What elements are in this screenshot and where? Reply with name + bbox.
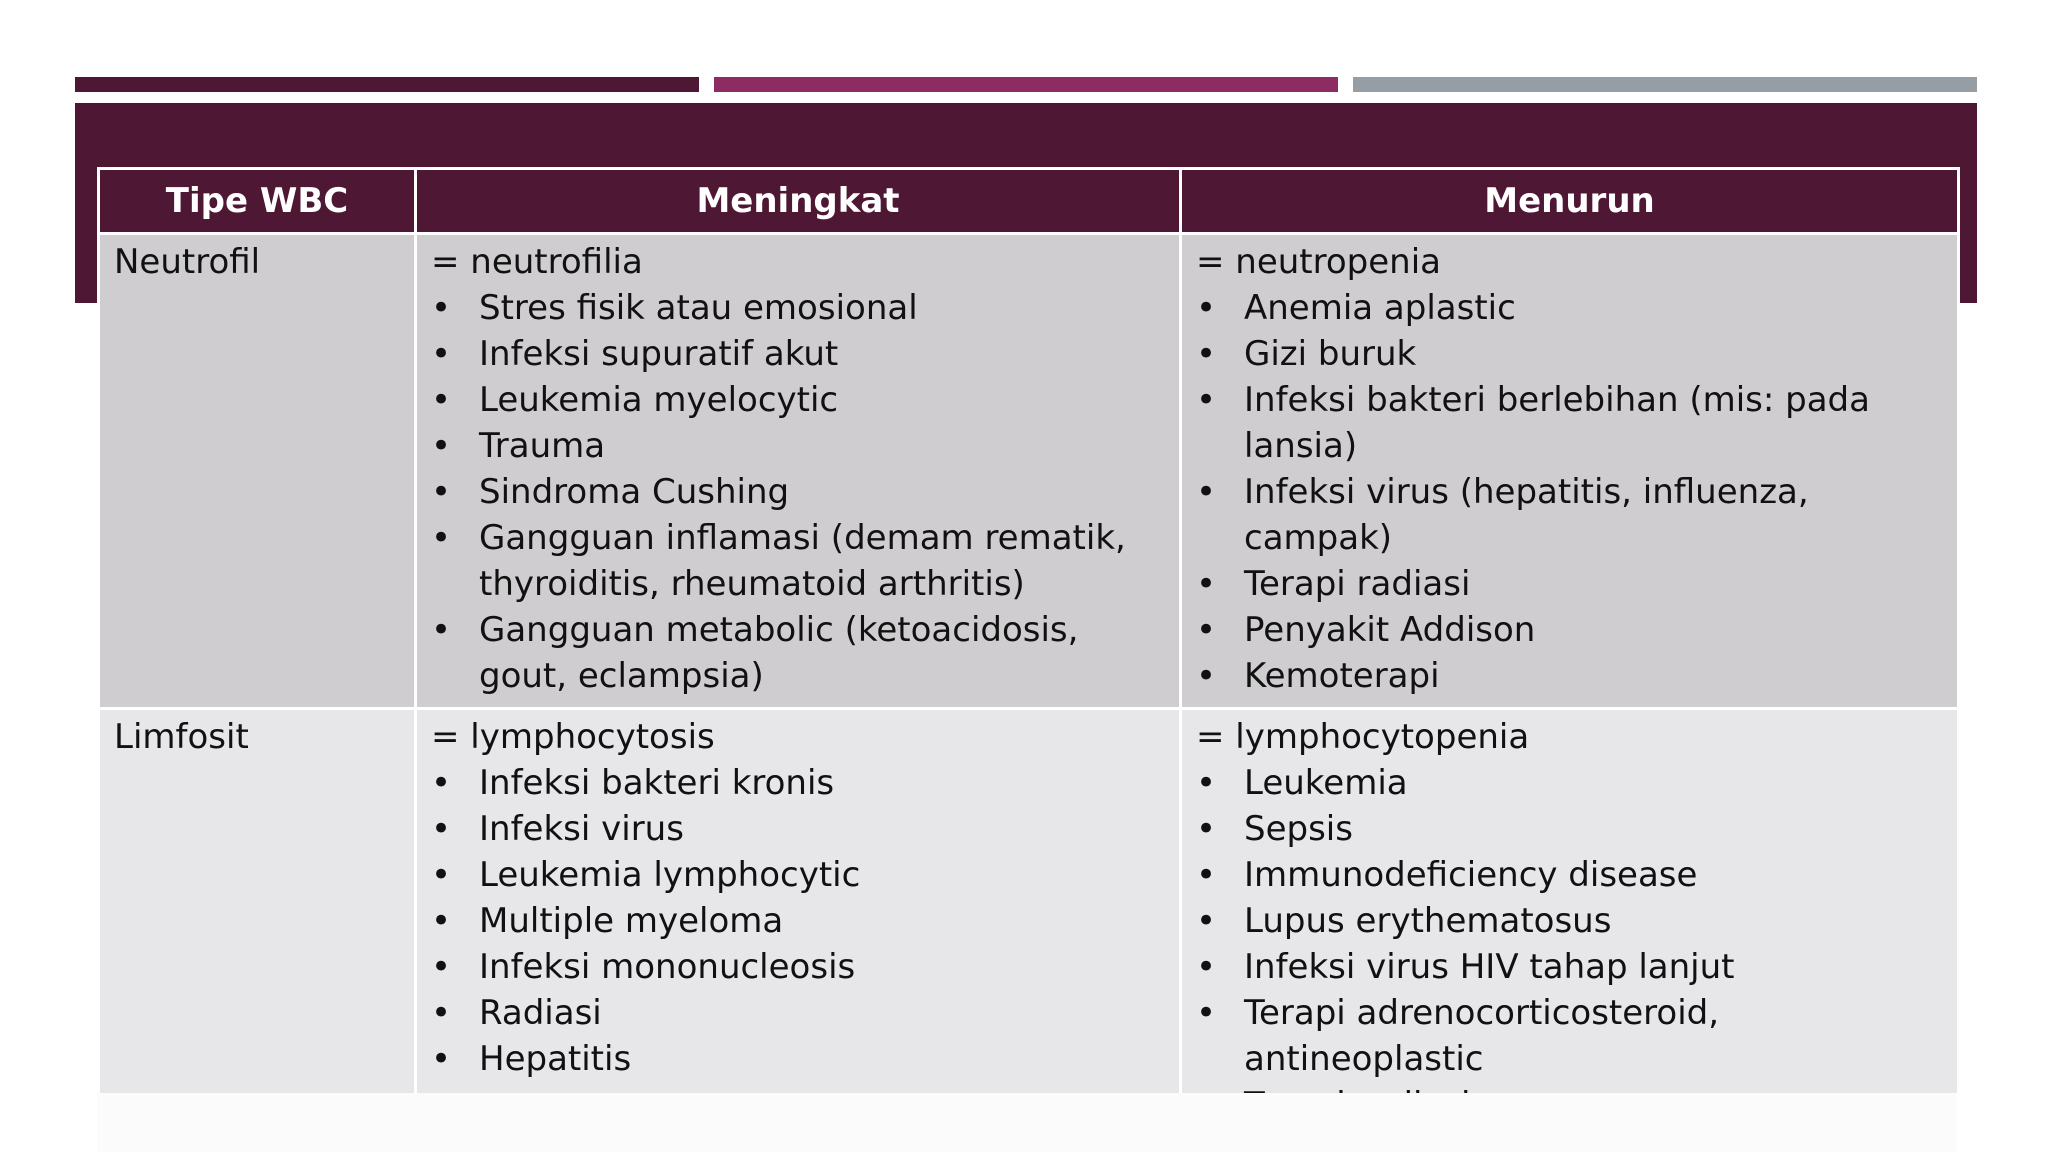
cell-increase: [416, 709, 1181, 1136]
list-item: • Infeksi bakteri kronis: [431, 760, 1165, 806]
bottom-strip: [97, 1093, 1957, 1152]
list-item: • Infeksi virus (hepatitis, influenza, campak): [1196, 469, 1943, 561]
table-header-row: [99, 169, 1959, 234]
list-item: • Hepatitis: [431, 1036, 1165, 1082]
cell-lead: = lymphocytosis: [431, 717, 715, 757]
bullet-list: [431, 760, 1165, 1082]
list-item: • Terapi radiasi: [1196, 561, 1943, 607]
list-item: • Infeksi virus: [431, 806, 1165, 852]
bullet-list: [1196, 285, 1943, 699]
list-item: • Anemia aplastic: [1196, 285, 1943, 331]
header-wbc-type: Tipe WBC: [99, 169, 416, 234]
accent-bar-dark: [75, 77, 699, 92]
list-item: • Infeksi mononucleosis: [431, 944, 1165, 990]
list-item: • Leukemia lymphocytic: [431, 852, 1165, 898]
list-item: • Lupus erythematosus: [1196, 898, 1943, 944]
list-item: • Gangguan inflamasi (demam rematik, thyroiditis, rheumatoid arthritis): [431, 515, 1165, 607]
list-item: • Leukemia: [1196, 760, 1943, 806]
cell-decrease: [1181, 709, 1959, 1136]
list-item: • Stres fisik atau emosional: [431, 285, 1165, 331]
list-item: • Infeksi virus HIV tahap lanjut: [1196, 944, 1943, 990]
header-increase: Meningkat: [416, 169, 1181, 234]
list-item: • Infeksi supuratif akut: [431, 331, 1165, 377]
accent-bar-magenta: [714, 77, 1338, 92]
list-item: • Leukemia myelocytic: [431, 377, 1165, 423]
wbc-table: [97, 167, 1960, 1137]
bullet-list: [431, 285, 1165, 699]
list-item: • Radiasi: [431, 990, 1165, 1036]
list-item: • Multiple myeloma: [431, 898, 1165, 944]
list-item: • Infeksi bakteri berlebihan (mis: pada lansia): [1196, 377, 1943, 469]
table-row-neutrofil: [99, 234, 1959, 709]
list-item: • Trauma: [431, 423, 1165, 469]
list-item: • Terapi adrenocorticosteroid, antineoplastic: [1196, 990, 1943, 1082]
list-item: • Gizi buruk: [1196, 331, 1943, 377]
list-item: • Immunodeficiency disease: [1196, 852, 1943, 898]
cell-lead: = lymphocytopenia: [1196, 717, 1530, 757]
table-row-limfosit: [99, 709, 1959, 1136]
cell-lead: = neutropenia: [1196, 242, 1442, 282]
accent-bar-gray: [1353, 77, 1977, 92]
list-item: • Kemoterapi: [1196, 653, 1943, 699]
bullet-list: [1196, 760, 1943, 1128]
list-item: • Gangguan metabolic (ketoacidosis, gout, eclampsia): [431, 607, 1165, 699]
list-item: • Sepsis: [1196, 806, 1943, 852]
list-item: • Penyakit Addison: [1196, 607, 1943, 653]
cell-decrease: [1181, 234, 1959, 709]
header-decrease: Menurun: [1181, 169, 1959, 234]
cell-wbc-type: Limfosit: [99, 709, 416, 1136]
cell-increase: [416, 234, 1181, 709]
list-item: • Sindroma Cushing: [431, 469, 1165, 515]
cell-lead: = neutrofilia: [431, 242, 643, 282]
cell-wbc-type: Neutrofil: [99, 234, 416, 709]
